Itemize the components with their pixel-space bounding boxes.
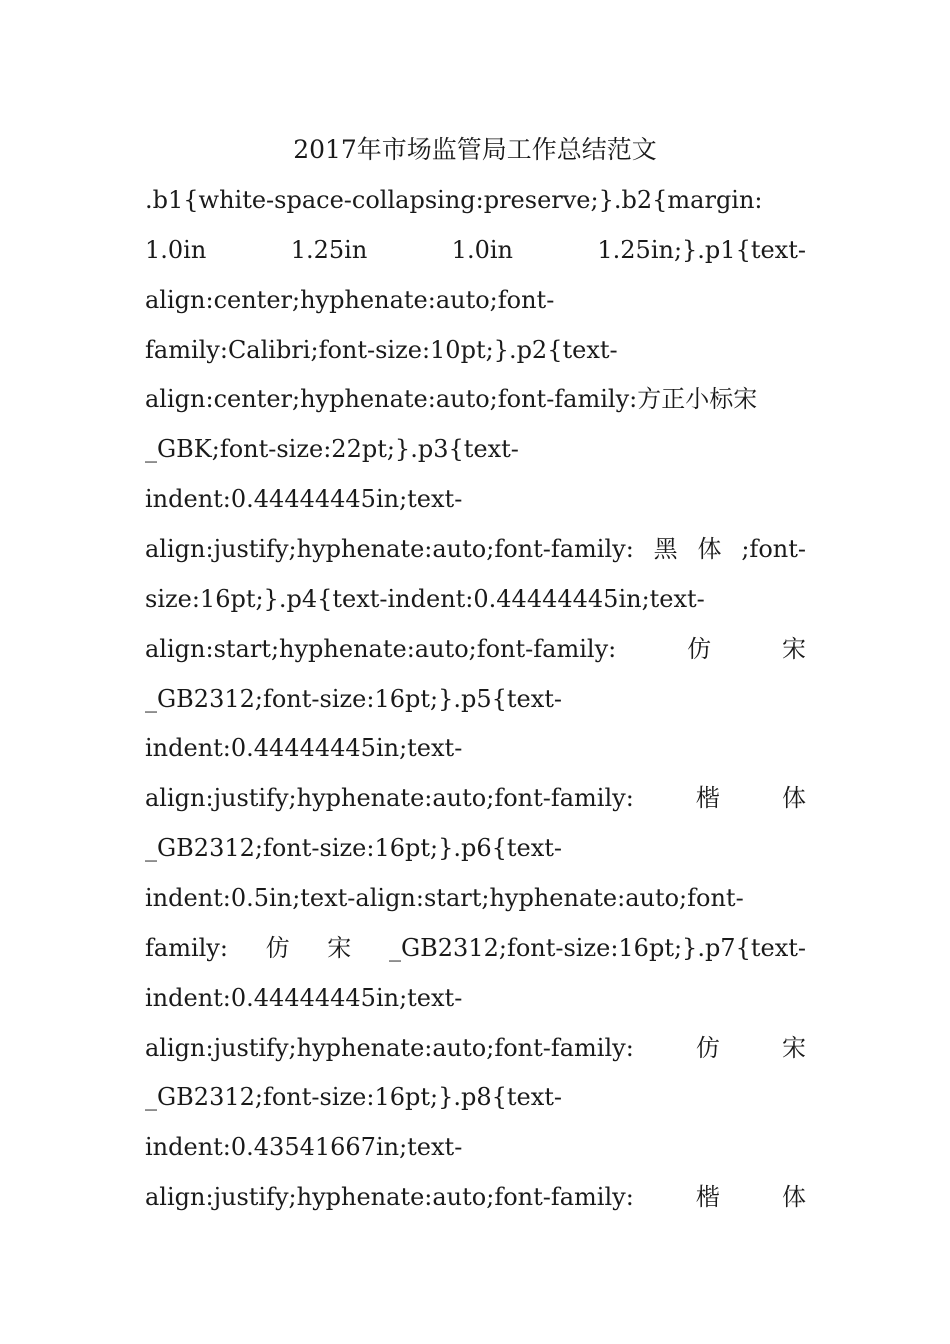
body-line-segment: 仿 bbox=[687, 634, 712, 663]
body-line bbox=[145, 330, 806, 370]
body-line-segment: align:center;hyphenate:auto;font-family:方正小标宋 bbox=[145, 385, 758, 414]
body-line-segment: 1.0in bbox=[451, 235, 513, 264]
body-line-segment: indent:0.44444445in;text- bbox=[145, 734, 463, 763]
body-line bbox=[145, 1028, 806, 1068]
body-line bbox=[145, 778, 806, 818]
body-line-segment: indent:0.5in;text-align:start;hyphenate:auto;font- bbox=[145, 883, 744, 912]
body-line-segment: 体 bbox=[782, 1183, 806, 1211]
body-line-segment: 1.25in;}.p1{text- bbox=[597, 235, 806, 264]
body-line-segment: family: bbox=[145, 933, 228, 962]
body-line bbox=[145, 230, 806, 270]
body-line bbox=[145, 978, 806, 1018]
body-line-segment: 宋 bbox=[327, 933, 352, 962]
body-line bbox=[145, 828, 806, 868]
body-line-segment: indent:0.43541667in;text- bbox=[145, 1133, 463, 1162]
document-title: 2017年市场监管局工作总结范文 bbox=[293, 135, 657, 164]
body-line-segment: _GB2312;font-size:16pt;}.p8{text- bbox=[145, 1083, 563, 1112]
body-line-segment: align:center;hyphenate:auto;font- bbox=[145, 285, 555, 314]
body-line-segment: align:justify;hyphenate:auto;font-family: bbox=[145, 1033, 634, 1062]
body-line bbox=[145, 629, 806, 669]
body-line bbox=[145, 379, 806, 419]
body-line-segment: align:start;hyphenate:auto;font-family: bbox=[145, 634, 617, 663]
body-line-segment: size:16pt;}.p4{text-indent:0.44444445in;text- bbox=[145, 584, 705, 613]
body-line-segment: _GBK;font-size:22pt;}.p3{text- bbox=[145, 435, 519, 464]
body-line-segment: ;font- bbox=[741, 535, 806, 563]
body-line-segment: .b1{white-space-collapsing:preserve;}.b2{margin: bbox=[145, 186, 763, 214]
body-line-segment: 1.0in bbox=[145, 235, 207, 264]
body-line bbox=[145, 429, 806, 469]
body-line-segment: 宋 bbox=[782, 634, 806, 663]
body-line bbox=[145, 878, 806, 918]
body-line-segment: 体 bbox=[697, 535, 722, 563]
body-line-segment: 体 bbox=[782, 784, 806, 813]
body-line-segment: 1.25in bbox=[290, 235, 368, 264]
body-line bbox=[145, 579, 806, 619]
body-line-segment: 仿 bbox=[695, 1033, 720, 1062]
body-line-segment: _GB2312;font-size:16pt;}.p5{text- bbox=[145, 684, 563, 713]
body-line bbox=[145, 928, 806, 968]
body-line bbox=[145, 280, 806, 320]
body-line bbox=[145, 1177, 806, 1217]
body-line bbox=[145, 1077, 806, 1117]
body-line bbox=[145, 479, 806, 519]
body-line bbox=[145, 180, 806, 220]
body-line-segment: 楷 bbox=[695, 784, 720, 813]
body-line-segment: 宋 bbox=[782, 1033, 806, 1062]
body-line bbox=[145, 529, 806, 569]
body-line-segment: _GB2312;font-size:16pt;}.p7{text- bbox=[388, 933, 806, 962]
body-line-segment: _GB2312;font-size:16pt;}.p6{text- bbox=[145, 834, 563, 863]
body-line-segment: indent:0.44444445in;text- bbox=[145, 983, 463, 1012]
body-line bbox=[145, 1127, 806, 1167]
body-line-segment: indent:0.44444445in;text- bbox=[145, 485, 463, 514]
body-line-segment: family:Calibri;font-size:10pt;}.p2{text- bbox=[145, 335, 618, 364]
body-line-segment: align:justify;hyphenate:auto;font-family: bbox=[145, 1183, 634, 1211]
body-line-segment: 楷 bbox=[695, 1183, 720, 1211]
body-line-segment: align:justify;hyphenate:auto;font-family: bbox=[145, 784, 634, 813]
body-line bbox=[145, 679, 806, 719]
body-line-segment: 仿 bbox=[265, 933, 290, 962]
body-line bbox=[145, 728, 806, 768]
body-line-segment: align:justify;hyphenate:auto;font-family: bbox=[145, 535, 634, 563]
body-line-segment: 黑 bbox=[653, 535, 678, 563]
